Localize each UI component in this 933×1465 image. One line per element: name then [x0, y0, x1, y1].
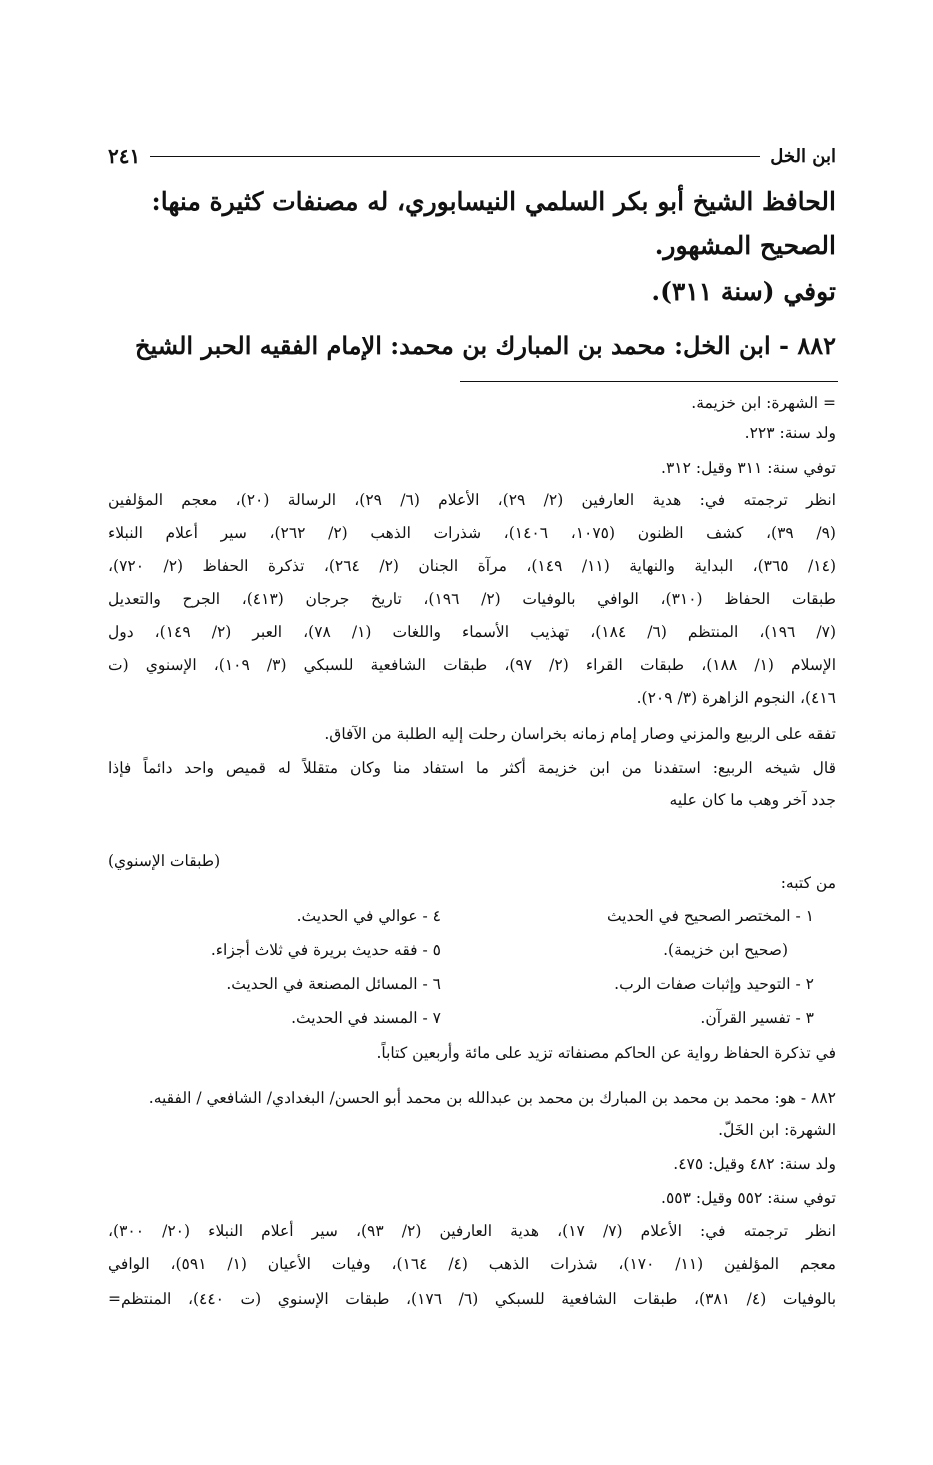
footnote-882-line: ولد سنة: ٤٨٢ وقيل: ٤٧٥.	[673, 1155, 836, 1173]
main-text-line-2: الصحيح المشهور.	[654, 231, 836, 260]
footnote-line: ولد سنة: ٢٢٣.	[744, 424, 836, 442]
running-title: ابن الخل	[770, 145, 836, 167]
footnote-line: قال شيخه الربيع: استفدنا من ابن خزيمة أكثر ما استفاد منا وكان متقللاً له قميص واحد دائماً فإذا	[108, 759, 836, 777]
books-row	[108, 969, 836, 999]
entry-heading-882: ٨٨٢ - ابن الخل: محمد بن المبارك بن محمد: الإمام الفقيه الحبر الشيخ	[134, 331, 836, 360]
main-text-line-3: توفي (سنة ٣١١).	[651, 277, 836, 306]
footnote-line: (٩/ ٣٩)، كشف الظنون (١٠٧٥، ١٤٠٦)، شذرات الذهب (٢/ ٢٦٢)، سير أعلام النبلاء	[108, 524, 836, 542]
book-item: ٦ - المسائل المصنعة في الحديث.	[226, 975, 441, 993]
footnote-line: جدد آخر وهب ما كان عليه	[669, 791, 836, 809]
books-row	[108, 901, 836, 931]
page-number: ٢٤١	[108, 144, 141, 168]
footnote-line: (٧/ ١٩٦)، المنتظم (٦/ ١٨٤)، تهذيب الأسماء واللغات (١/ ٧٨)، العبر (٢/ ١٤٩)، دول	[108, 623, 836, 641]
book-item: ٤ - عوالي في الحديث.	[296, 907, 441, 925]
footnote-line: الإسلام (١/ ١٨٨)، طبقات القراء (٢/ ٩٧)، طبقات الشافعية للسبكي (٣/ ١٠٩)، الإسنوي (ت	[108, 656, 836, 674]
footnote-line: توفي سنة: ٣١١ وقيل: ٣١٢.	[661, 459, 836, 477]
book-item: ٢ - التوحيد وإثبات صفات الرب.	[614, 975, 814, 993]
main-text-line-1: الحافظ الشيخ أبو بكر السلمي النيسابوري، له مصنفات كثيرة منها:	[151, 187, 836, 216]
source-note: (طبقات الإسنوي)	[108, 852, 221, 870]
footnote-line: تفقه على الربيع والمزني وصار إمام زمانه بخراسان رحلت إليه الطلبة من الآفاق.	[324, 725, 836, 743]
footnote-line: = الشهرة: ابن خزيمة.	[691, 394, 836, 412]
footnote-line: (١٤/ ٣٦٥)، البداية والنهاية (١١/ ١٤٩)، مرآة الجنان (٢/ ٢٦٤)، تذكرة الحفاظ (٢/ ٧٢٠)،	[108, 557, 836, 575]
footnote-882-line: توفي سنة: ٥٥٢ وقيل: ٥٥٣.	[661, 1189, 836, 1207]
book-item: ٥ - فقه حديث بريرة في ثلاث أجزاء.	[210, 941, 441, 959]
footnote-line: في تذكرة الحفاظ رواية عن الحاكم مصنفاته تزيد على مائة وأربعين كتاباً.	[376, 1044, 836, 1062]
book-item: ٧ - المسند في الحديث.	[291, 1009, 441, 1027]
footnote-line: انظر ترجمته في: هدية العارفين (٢/ ٢٩)، الأعلام (٦/ ٢٩)، الرسالة (٢٠)، معجم المؤلفين	[108, 491, 836, 509]
footnote-882-line: الشهرة: ابن الخَلّ.	[718, 1121, 836, 1139]
header-rule	[150, 156, 760, 157]
footnote-line: طبقات الحفاظ (٣١٠)، الوافي بالوفيات (٢/ ١٩٦)، تاريخ جرجان (٤١٣)، الجرح والتعديل	[108, 590, 836, 608]
book-item: ١ - المختصر الصحيح في الحديث	[606, 907, 814, 925]
books-row	[108, 935, 836, 965]
footnote-882-line: بالوفيات (٤/ ٣٨١)، طبقات الشافعية للسبكي (٦/ ١٧٦)، طبقات الإسنوي (ت ٤٤٠)، المنتظم=	[108, 1290, 836, 1308]
books-label: من كتبه:	[780, 874, 836, 892]
footnote-line: ٤١٦)، النجوم الزاهرة (٣/ ٢٠٩).	[636, 689, 836, 707]
footnote-882-line: انظر ترجمته في: الأعلام (٧/ ١٧)، هدية العارفين (٢/ ٩٣)، سير أعلام النبلاء (٢٠/ ٣٠٠)،	[108, 1222, 836, 1240]
books-row	[108, 1003, 836, 1033]
page-header	[108, 140, 836, 172]
book-item: (صحيح ابن خزيمة).	[663, 941, 788, 959]
book-item: ٣ - تفسير القرآن.	[700, 1009, 814, 1027]
footnote-separator	[460, 381, 838, 382]
footnote-882-line: ٨٨٢ - هو: محمد بن محمد بن المبارك بن محمد بن عبدالله بن محمد أبو الحسن/ البغدادي/ الشافعي / الفقيه.	[148, 1089, 836, 1107]
footnote-882-line: معجم المؤلفين (١١/ ١٧٠)، شذرات الذهب (٤/ ١٦٤)، وفيات الأعيان (١/ ٥٩١)، الوافي	[108, 1255, 836, 1273]
